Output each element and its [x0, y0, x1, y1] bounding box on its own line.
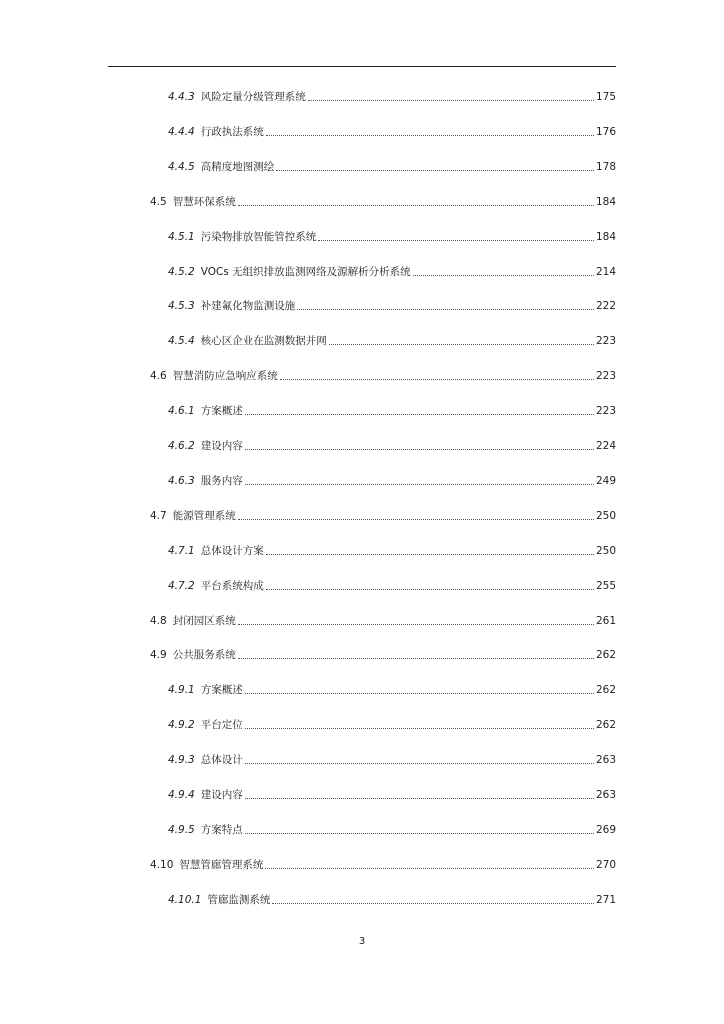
toc-leader-dots	[265, 868, 594, 869]
toc-entry[interactable]	[168, 228, 616, 244]
toc-entry-title: 总体设计	[200, 754, 243, 767]
toc-entry-title: 智慧环保系统	[172, 195, 236, 208]
toc-entry-page: 250	[595, 544, 616, 557]
toc-entry-title: 补建氟化物监测设施	[200, 300, 296, 313]
toc-entry-page: 262	[595, 684, 616, 697]
toc-entry[interactable]	[150, 367, 616, 383]
toc-entry-page: 223	[595, 370, 616, 383]
toc-leader-dots	[238, 205, 594, 206]
toc-leader-dots	[245, 763, 594, 764]
toc-entry[interactable]	[168, 263, 616, 279]
toc-entry[interactable]	[168, 891, 616, 907]
toc-entry-number: 4.6.3	[168, 474, 195, 487]
toc-leader-dots	[266, 554, 594, 555]
toc-entry-number: 4.9.4	[168, 789, 195, 801]
toc-leader-dots	[276, 170, 594, 171]
toc-entry-title: 方案概述	[200, 405, 243, 418]
toc-entry-page: 184	[595, 195, 616, 208]
toc-entry-title: 能源管理系统	[172, 509, 236, 522]
toc-entry-page: 263	[595, 754, 616, 767]
toc-entry-number: 4.4.3	[168, 91, 195, 103]
toc-entry-title: 智慧消防应急响应系统	[172, 370, 278, 383]
toc-entry-page: 214	[595, 265, 616, 278]
toc-entry-number: 4.7	[150, 509, 167, 522]
toc-entry-number: 4.9.2	[168, 719, 195, 732]
toc-entry-number: 4.4.4	[168, 125, 195, 138]
toc-leader-dots	[245, 833, 594, 834]
toc-entry[interactable]	[168, 332, 616, 348]
toc-entry-number: 4.6.2	[168, 440, 195, 452]
toc-entry-title: 总体设计方案	[200, 544, 264, 557]
toc-entry[interactable]	[168, 821, 616, 837]
toc-leader-dots	[308, 100, 594, 101]
toc-entry[interactable]	[168, 472, 616, 488]
toc-entry-title: 方案特点	[200, 823, 243, 836]
toc-entry-page: 262	[595, 719, 616, 732]
toc-entry-title: 方案概述	[200, 684, 243, 697]
toc-entry-page: 271	[595, 893, 616, 906]
toc-entry-title: VOCs 无组织排放监测网络及源解析分析系统	[200, 265, 411, 278]
toc-entry-page: 223	[595, 405, 616, 418]
toc-entry-number: 4.5.4	[168, 335, 195, 348]
toc-leader-dots	[272, 903, 594, 904]
toc-entry-title: 平台定位	[200, 719, 243, 732]
toc-entry-page: 184	[595, 230, 616, 243]
toc-entry[interactable]	[168, 681, 616, 697]
toc-entry[interactable]	[150, 856, 616, 872]
toc-entry-number: 4.7.2	[168, 579, 195, 592]
toc-entry-page: 175	[595, 91, 616, 103]
toc-leader-dots	[318, 240, 594, 241]
toc-leader-dots	[245, 484, 594, 485]
toc-entry-title: 封闭园区系统	[172, 614, 236, 627]
toc-leader-dots	[280, 379, 594, 380]
toc-leader-dots	[413, 275, 594, 276]
toc-entry[interactable]	[168, 542, 616, 558]
toc-entry-number: 4.4.5	[168, 160, 195, 173]
toc-entry[interactable]	[168, 437, 616, 453]
toc-entry-page: 178	[595, 160, 616, 173]
toc-entry-title: 行政执法系统	[200, 125, 264, 138]
toc-entry[interactable]	[168, 158, 616, 174]
toc-entry-page: 255	[595, 579, 616, 592]
toc-entry-number: 4.5.3	[168, 300, 195, 313]
toc-entry-number: 4.8	[150, 614, 167, 627]
toc-entry[interactable]	[150, 193, 616, 209]
toc-leader-dots	[245, 798, 594, 799]
toc-entry-title: 核心区企业在监测数据并网	[200, 335, 327, 348]
toc-entry-page: 223	[595, 335, 616, 348]
toc-entry-title: 建设内容	[200, 440, 243, 452]
toc-entry[interactable]	[150, 612, 616, 628]
toc-leader-dots	[238, 658, 594, 659]
toc-entry-number: 4.6.1	[168, 405, 195, 418]
toc-entry-page: 250	[595, 509, 616, 522]
toc-leader-dots	[245, 728, 594, 729]
toc-entry-title: 建设内容	[200, 789, 243, 801]
toc-entry-number: 4.5	[150, 195, 167, 208]
toc-entry[interactable]	[150, 646, 616, 662]
toc-entry-page: 262	[595, 649, 616, 662]
toc-entry[interactable]	[168, 716, 616, 732]
toc-entry-number: 4.9.3	[168, 754, 195, 767]
toc-entry-number: 4.7.1	[168, 544, 195, 557]
toc-entry-number: 4.6	[150, 370, 167, 383]
toc-entry-page: 270	[595, 858, 616, 871]
toc-entry-page: 222	[595, 300, 616, 313]
toc-entry-number: 4.10	[150, 858, 174, 871]
toc-entry-number: 4.9.1	[168, 684, 195, 697]
toc-leader-dots	[245, 693, 594, 694]
toc-entry-title: 污染物排放智能管控系统	[200, 230, 317, 243]
toc-entry-title: 平台系统构成	[200, 579, 264, 592]
toc-entry[interactable]	[168, 577, 616, 593]
toc-entry-page: 261	[595, 614, 616, 627]
toc-entry-number: 4.9	[150, 649, 167, 662]
toc-entry-title: 高精度地图测绘	[200, 160, 275, 173]
toc-entry[interactable]	[168, 123, 616, 139]
toc-entry[interactable]	[168, 402, 616, 418]
toc-leader-dots	[245, 414, 594, 415]
toc-entry[interactable]	[150, 507, 616, 523]
toc-entry[interactable]	[168, 751, 616, 767]
toc-entry-number: 4.5.1	[168, 230, 195, 243]
toc-entry-title: 服务内容	[200, 474, 243, 487]
toc-entry-title: 管廊监测系统	[207, 893, 271, 906]
toc-leader-dots	[238, 624, 594, 625]
toc-leader-dots	[266, 135, 594, 136]
toc-leader-dots	[238, 519, 594, 520]
page-number: 3	[358, 936, 366, 947]
toc-entry-number: 4.5.2	[168, 265, 195, 278]
toc-entry-title: 智慧管廊管理系统	[179, 858, 264, 871]
toc-entry-page: 263	[595, 789, 616, 801]
toc-entry-number: 4.9.5	[168, 823, 195, 836]
toc-entry[interactable]	[168, 297, 616, 313]
toc-entry-page: 249	[595, 474, 616, 487]
toc-entry[interactable]	[168, 88, 616, 104]
toc-leader-dots	[245, 449, 594, 450]
toc-entry-page: 269	[595, 823, 616, 836]
toc-entry-title: 风险定量分级管理系统	[200, 91, 306, 103]
toc-entry-page: 176	[595, 125, 616, 138]
toc-leader-dots	[297, 309, 594, 310]
toc-entry-number: 4.10.1	[168, 893, 202, 906]
toc-leader-dots	[329, 344, 594, 345]
toc-leader-dots	[266, 589, 594, 590]
toc-entry-page: 224	[595, 440, 616, 452]
toc-entry-title: 公共服务系统	[172, 649, 236, 662]
toc-entry[interactable]	[168, 786, 616, 802]
